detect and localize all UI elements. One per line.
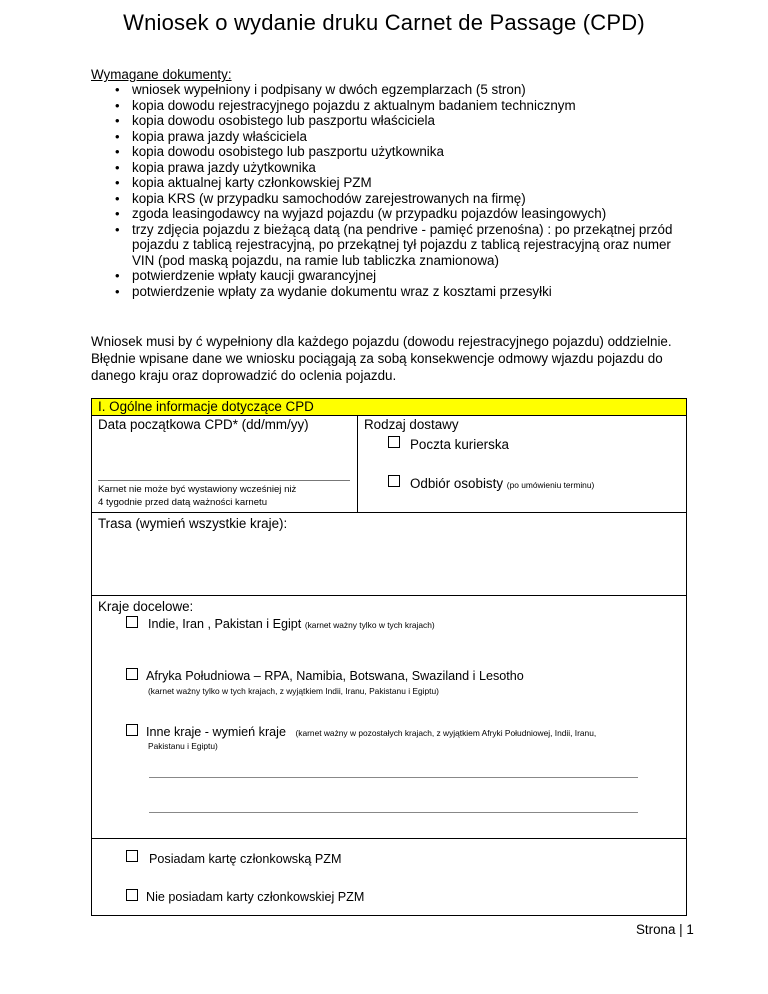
list-item: • zgoda leasingodawcy na wyjazd pojazdu (w przypadku pojazdów leasingowych) bbox=[113, 206, 693, 222]
row-divider bbox=[92, 838, 686, 839]
dest-south-africa-checkbox[interactable] bbox=[126, 668, 138, 680]
list-item: • trzy zdjęcia pojazdu z bieżącą datą (na pendrive - pamięć przenośna) : po przekątnej przód pojazdu z tablicą rejestracyjną, po przekątnej tył pojazdu z tablicą rejestracyjną oraz numer VIN (pod maską pojazdu, na ramie lub tabliczka znamionowa) bbox=[113, 222, 693, 269]
list-item: • kopia dowodu osobistego lub paszportu właściciela bbox=[113, 113, 693, 129]
list-item: • kopia dowodu osobistego lub paszportu użytkownika bbox=[113, 144, 693, 160]
other-countries-input-line[interactable] bbox=[149, 812, 638, 813]
list-item: • potwierdzenie wpłaty za wydanie dokumentu wraz z kosztami przesyłki bbox=[113, 284, 693, 300]
list-item: • potwierdzenie wpłaty kaucji gwarancyjnej bbox=[113, 268, 693, 284]
has-card-label: Posiadam kartę członkowską PZM bbox=[149, 852, 342, 866]
no-card-checkbox[interactable] bbox=[126, 889, 138, 901]
dest-south-africa-note: (karnet ważny tylko w tych krajach, z wyjątkiem Indii, Iranu, Pakistanu i Egiptu) bbox=[148, 686, 439, 696]
dest-south-africa-label: Afryka Południowa – RPA, Namibia, Botswana, Swaziland i Lesotho bbox=[146, 669, 524, 683]
has-card-checkbox[interactable] bbox=[126, 850, 138, 862]
list-item: • kopia dowodu rejestracyjnego pojazdu z aktualnym badaniem technicznym bbox=[113, 98, 693, 114]
no-card-label: Nie posiadam karty członkowskiej PZM bbox=[146, 890, 365, 904]
route-label: Trasa (wymień wszystkie kraje): bbox=[98, 516, 288, 531]
row-divider bbox=[92, 595, 686, 596]
row-divider bbox=[92, 512, 686, 513]
section-title: I. Ogólne informacje dotyczące CPD bbox=[92, 399, 686, 416]
pickup-checkbox[interactable] bbox=[388, 475, 400, 487]
dest-other-checkbox[interactable] bbox=[126, 724, 138, 736]
dest-india-iran-checkbox[interactable] bbox=[126, 616, 138, 628]
intro-paragraph: Wniosek musi by ć wypełniony dla każdego pojazdu (dowodu rejestracyjnego pojazdu) oddzielnie. Błędnie wpisane dane we wniosku pociągają za sobą konsekwencje odmowy wjazdu pojazdu do danego kraju oraz doprowadzić do oclenia pojazdu. bbox=[91, 334, 672, 383]
list-item: • wniosek wypełniony i podpisany w dwóch egzemplarzach (5 stron) bbox=[113, 82, 693, 98]
page-number: Strona | 1 bbox=[636, 922, 694, 937]
pickup-label: Odbiór osobisty (po umówieniu terminu) bbox=[410, 476, 595, 491]
start-date-input-line[interactable] bbox=[98, 480, 350, 481]
list-item: • kopia prawa jazdy właściciela bbox=[113, 129, 693, 145]
page-title: Wniosek o wydanie druku Carnet de Passage (CPD) bbox=[123, 10, 645, 35]
list-item: • kopia KRS (w przypadku samochodów zarejestrowanych na firmę) bbox=[113, 191, 693, 207]
list-item: • kopia aktualnej karty członkowskiej PZM bbox=[113, 175, 693, 191]
courier-label: Poczta kurierska bbox=[410, 437, 509, 452]
required-docs-list bbox=[113, 82, 693, 299]
route-input[interactable] bbox=[98, 532, 680, 592]
other-countries-input-line[interactable] bbox=[149, 777, 638, 778]
cpd-form bbox=[91, 398, 687, 916]
required-docs-heading: Wymagane dokumenty: bbox=[91, 67, 232, 82]
cell-divider bbox=[357, 416, 358, 512]
dest-other-label: Inne kraje - wymień kraje (karnet ważny w pozostałych krajach, z wyjątkiem Afryki Południowej, Indii, Iranu, bbox=[146, 725, 597, 739]
dest-india-iran-label: Indie, Iran , Pakistan i Egipt (karnet ważny tylko w tych krajach) bbox=[148, 617, 435, 631]
courier-checkbox[interactable] bbox=[388, 436, 400, 448]
list-item: • kopia prawa jazdy użytkownika bbox=[113, 160, 693, 176]
destinations-label: Kraje docelowe: bbox=[98, 599, 194, 614]
dest-other-note: Pakistanu i Egiptu) bbox=[148, 741, 218, 751]
delivery-label: Rodzaj dostawy bbox=[364, 417, 459, 432]
start-date-note: Karnet nie może być wystawiony wcześniej niż 4 tygodnie przed datą ważności karnetu bbox=[98, 484, 297, 508]
start-date-label: Data początkowa CPD* (dd/mm/yy) bbox=[98, 417, 309, 432]
